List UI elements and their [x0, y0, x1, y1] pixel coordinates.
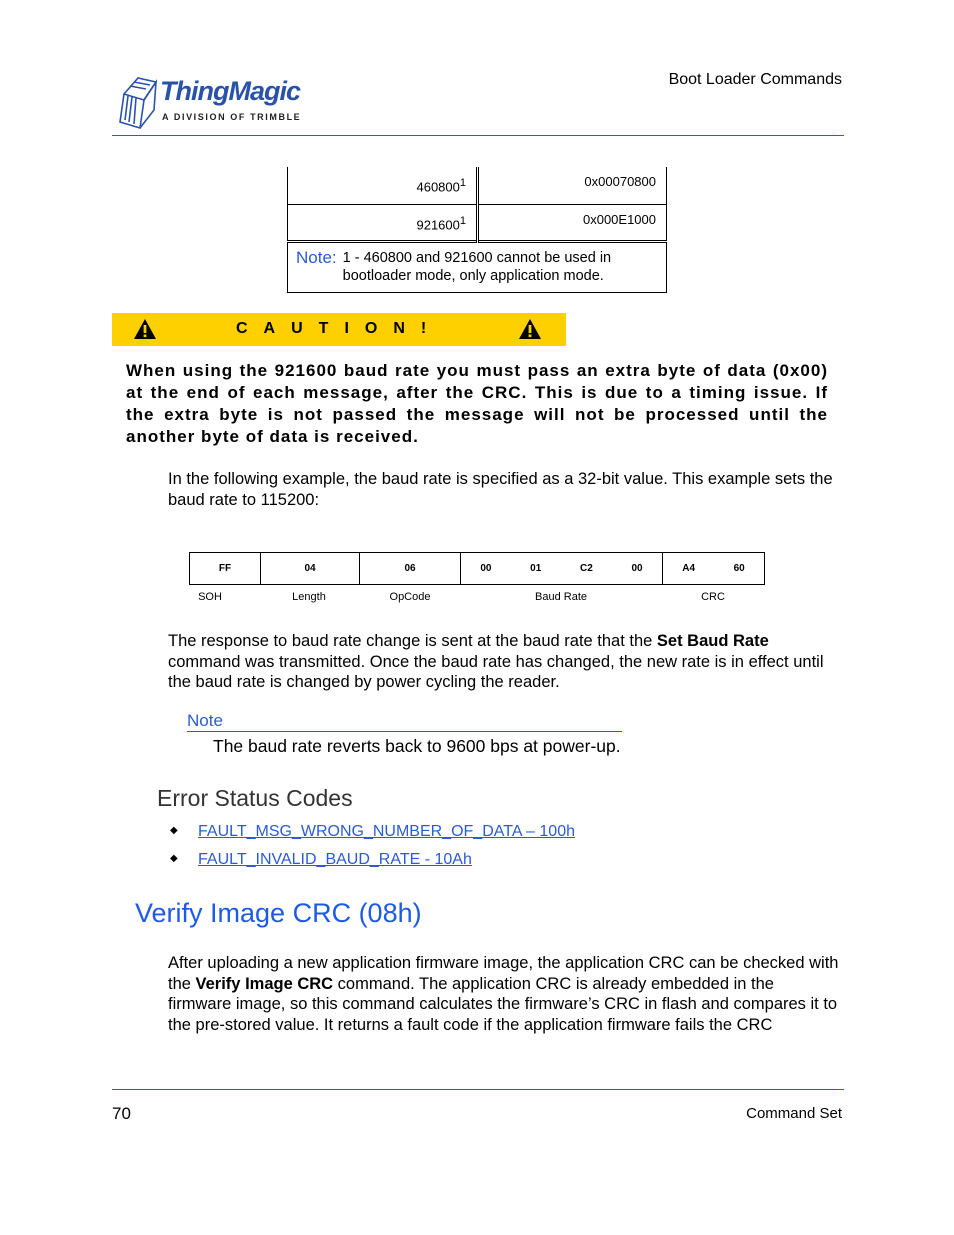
- soh-cell: FF: [190, 553, 261, 585]
- bullet-icon: ◆: [170, 853, 178, 864]
- fault-link-invalid-baud-rate[interactable]: FAULT_INVALID_BAUD_RATE - 10Ah: [198, 851, 472, 868]
- page-number: 70: [112, 1104, 131, 1123]
- hex-cell: 0x00070800: [478, 167, 667, 204]
- baud-rate-label: Baud Rate: [535, 591, 587, 603]
- bullet-icon: ◆: [170, 825, 178, 836]
- soh-label: SOH: [198, 591, 222, 603]
- table-row: [288, 204, 667, 241]
- caution-body: When using the 921600 baud rate you must pass an extra byte of data (0x00) at the end of each message, after the CRC. This is due to a timing issue. If the extra byte is not passed the message will not be processed until the another byte of data is received.: [126, 361, 828, 446]
- opcode-cell: 06: [360, 553, 461, 585]
- table-row: [288, 167, 667, 204]
- verify-paragraph: After uploading a new application firmware image, the application CRC can be checked with the Verify Image CRC command. The application CRC is already embedded in the firmware image, so this command calculates the firmware’s CRC in flash and compares it to the pre-stored value. It returns a fault code if the application firmware fails the CRC: [168, 954, 839, 1034]
- crc-cell: A4 60: [663, 553, 765, 585]
- baud-rate-table: [287, 167, 667, 293]
- note-divider: [187, 731, 622, 732]
- warning-icon: [133, 318, 157, 340]
- brand-name: ThingMagic: [160, 76, 300, 106]
- footer-title: Command Set: [746, 1105, 842, 1122]
- length-label: Length: [292, 591, 326, 603]
- note-label: Note: [187, 711, 223, 730]
- rate-cell: 921600$^1$: [288, 204, 478, 241]
- logo-mark-icon: [116, 70, 162, 132]
- table-note-text: 1 - 460800 and 921600 cannot be used in bootloader mode, only application mode.: [342, 249, 612, 284]
- response-paragraph: The response to baud rate change is sent at the baud rate that the Set Baud Rate command was transmitted. Once the baud rate has changed, the new rate is in effect until the baud rate is changed by power cycling the reader.: [168, 632, 824, 691]
- length-cell: 04: [261, 553, 360, 585]
- table-note-row: [288, 241, 667, 292]
- crc-label: CRC: [701, 591, 725, 603]
- brand-subtitle: A DIVISION OF TRIMBLE: [162, 112, 302, 122]
- baud-rate-cell: 00 01 C2 00: [461, 553, 663, 585]
- rate-cell: 460800$^1$: [288, 167, 478, 204]
- example-intro-paragraph: In the following example, the baud rate is specified as a 32-bit value. This example sets the baud rate to 115200:: [168, 470, 833, 509]
- packet-table: [189, 552, 765, 585]
- verify-image-crc-heading: Verify Image CRC (08h): [135, 898, 422, 928]
- caution-label: CAUTION!: [236, 320, 443, 337]
- error-status-heading: Error Status Codes: [157, 785, 353, 811]
- hex-cell: 0x000E1000: [478, 204, 667, 241]
- fault-link-wrong-number-of-data[interactable]: FAULT_MSG_WRONG_NUMBER_OF_DATA – 100h: [198, 823, 575, 840]
- footer-divider: [112, 1089, 844, 1090]
- opcode-label: OpCode: [389, 591, 431, 603]
- table-note-label: Note:: [296, 247, 337, 267]
- warning-icon: [518, 318, 542, 340]
- table-row: [190, 553, 765, 585]
- note-body: The baud rate reverts back to 9600 bps at power-up.: [213, 736, 621, 756]
- header-section-title: Boot Loader Commands: [668, 71, 842, 88]
- header-divider: [112, 135, 844, 136]
